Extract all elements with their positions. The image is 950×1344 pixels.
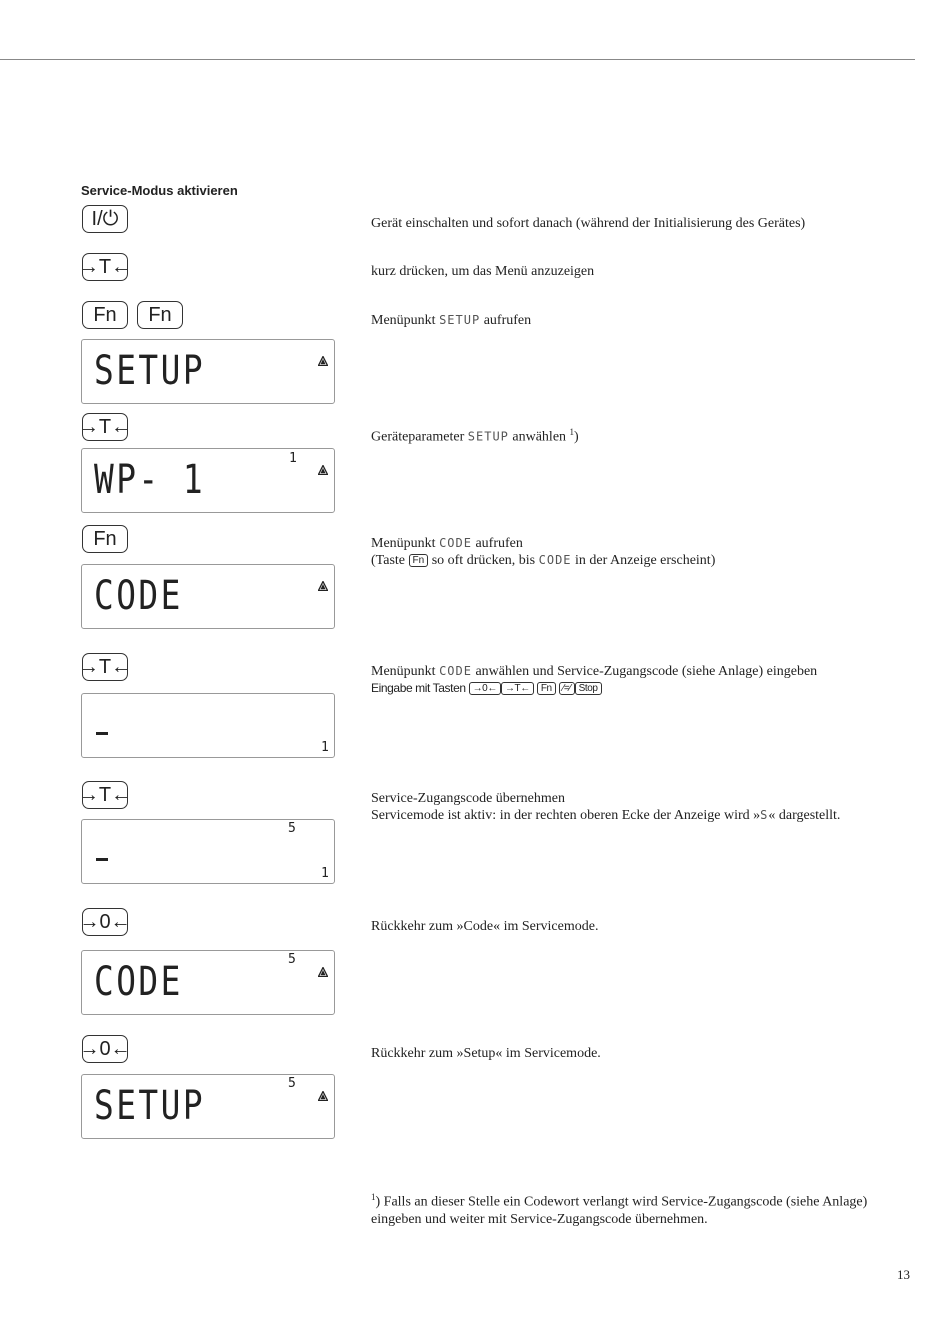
display-text: CODE — [94, 573, 183, 619]
segment-text: S — [760, 808, 769, 822]
display-text: SETUP — [94, 348, 206, 394]
zero-key — [79, 908, 131, 936]
zero-key-label: →0← — [79, 1037, 131, 1060]
step5-text: Menüpunkt CODE aufrufen (Taste Fn so oft drücken, bis CODE in der Anzeige erscheint) — [371, 536, 716, 568]
tare-key — [78, 253, 132, 281]
section-heading: Service-Modus aktivieren — [81, 183, 238, 198]
tare-key — [78, 653, 132, 681]
step6-text: Menüpunkt CODE anwählen und Service-Zugangscode (siehe Anlage) eingeben Eingabe mit Tasten →0← →T← Fn ⁄=⁄ Stop — [371, 664, 818, 695]
lcd-display-entry — [81, 693, 335, 758]
zero-key-label: →0← — [79, 910, 131, 933]
fn-key — [82, 525, 128, 553]
lcd-display-setup — [81, 339, 335, 404]
footnote-text: ) Falls an dieser Stelle ein Codewort verlangt wird Service-Zugangscode (siehe Anlage) eingeben und weiter mit Service-Zugangscode übernehmen. — [371, 1194, 868, 1227]
fn-key-label: Fn — [93, 527, 117, 550]
display-index: 1 — [289, 451, 297, 466]
lcd-display-service-entry — [81, 819, 335, 884]
service-marker: 5 — [288, 821, 296, 836]
service-marker: 5 — [288, 952, 296, 967]
footnote-mark: 1 — [569, 427, 575, 437]
tare-key — [78, 781, 132, 809]
segment-text: CODE — [538, 553, 572, 567]
tare-key-label: →T← — [78, 655, 132, 678]
fn-key-inline: Fn — [409, 554, 429, 567]
step3-text: Menüpunkt SETUP aufrufen — [371, 313, 532, 328]
cursor-dash — [96, 858, 108, 861]
power-key-label: I/⏻ — [91, 207, 119, 230]
step4-text: Geräteparameter SETUP anwählen $^1$) — [371, 427, 579, 445]
service-marker: 5 — [288, 1076, 296, 1091]
display-text: WP- 1 — [94, 457, 206, 503]
step7-text: Service-Zugangscode übernehmen Servicemode ist aktiv: in der rechten oberen Ecke der Anzeige wird »S« dargestellt. — [371, 791, 841, 823]
page-number: 13 — [897, 1267, 910, 1282]
segment-text: CODE — [439, 536, 472, 550]
warning-triangle-icon — [318, 581, 328, 591]
segment-text: SETUP — [439, 313, 481, 327]
warning-triangle-icon — [318, 1091, 328, 1101]
display-text: CODE — [94, 959, 183, 1005]
segment-text: SETUP — [467, 429, 509, 444]
display-text: SETUP — [94, 1083, 206, 1129]
tare-key-label: →T← — [78, 783, 132, 806]
fn-key-label: Fn — [148, 303, 172, 326]
fn-key — [137, 301, 183, 329]
lcd-display-wp — [81, 448, 335, 513]
step9-text: Rückkehr zum »Setup« im Servicemode. — [371, 1046, 601, 1061]
fn-key-label: Fn — [93, 303, 117, 326]
zero-key — [79, 1035, 131, 1063]
fn-key-inline: Fn — [537, 682, 556, 695]
stop-key-inline: Stop — [575, 682, 602, 695]
lcd-display-code — [81, 564, 335, 629]
warning-triangle-icon — [318, 356, 328, 366]
warning-triangle-icon — [318, 465, 328, 475]
top-rule — [0, 59, 915, 60]
segment-text: CODE — [439, 664, 472, 678]
tare-key-label: →T← — [78, 255, 132, 278]
footnote — [371, 1189, 901, 1228]
step1-text: Gerät einschalten und sofort danach (während der Initialisierung des Gerätes) — [371, 216, 806, 231]
lcd-display-code-service — [81, 950, 335, 1015]
fn-key — [82, 301, 128, 329]
zero-key-inline: →0← — [469, 682, 501, 695]
footnote-mark: 1 — [371, 1192, 376, 1202]
cursor-dash — [96, 732, 108, 735]
tare-key-label: →T← — [78, 415, 132, 438]
tare-key-inline: →T← — [501, 682, 534, 695]
display-index: 1 — [321, 740, 329, 755]
step8-text: Rückkehr zum »Code« im Servicemode. — [371, 919, 599, 934]
power-key — [82, 205, 128, 233]
step2-text: kurz drücken, um das Menü anzuzeigen — [371, 264, 595, 279]
display-index: 1 — [321, 866, 329, 881]
tare-key — [78, 413, 132, 441]
warning-triangle-icon — [318, 967, 328, 977]
print-key-inline: ⁄=⁄ — [559, 682, 575, 695]
lcd-display-setup-service — [81, 1074, 335, 1139]
